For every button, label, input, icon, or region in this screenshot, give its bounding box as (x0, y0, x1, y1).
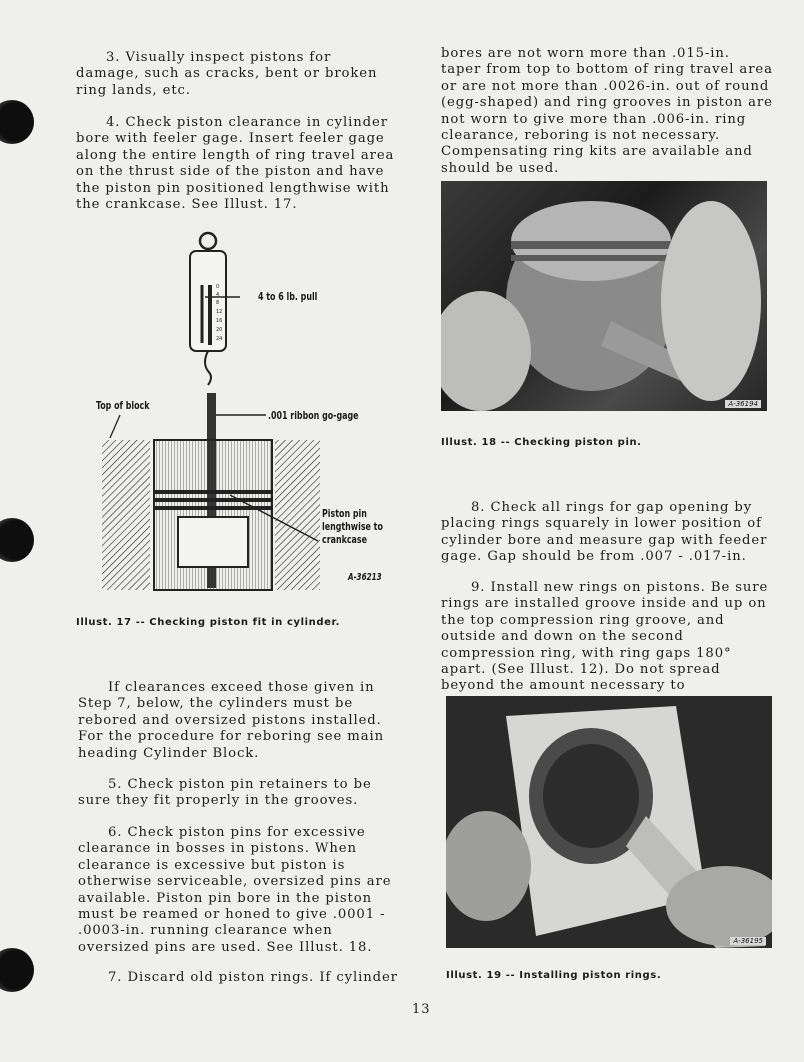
step-7-text: 7. Discard old piston rings. If cylinder (108, 970, 398, 985)
piston-pin-photo-art (441, 181, 767, 411)
step-6-text: 6. Check piston pins for excessive clearance in bosses in pistons. When clearance is excessive but piston is otherwise serviceable, oversized pins are available. Piston pin bore in the piston must be reamed or honed to give .0001 - .0003-in. running clearance when oversized pins are used. See Illust. 18. (78, 825, 392, 955)
svg-text:24: 24 (216, 336, 223, 342)
step-5-text: 5. Check piston pin retainers to be sure they fit properly in the grooves. (78, 777, 372, 809)
illust-18-ref: A-36194 (725, 400, 761, 408)
block-wall-left (102, 440, 150, 590)
illust-19-caption: Illust. 19 -- Installing piston rings. (446, 970, 662, 981)
page-number: 13 (412, 1002, 431, 1017)
step-9-text: 9. Install new rings on pistons. Be sure rings are installed groove inside and up on the top compression ring groove, and outside and down on the second compression ring, with ring gaps 180° apart. (See Illust. 12). Do not spread beyond the amount necessary to (441, 580, 769, 694)
ring-installer-photo-art (446, 696, 772, 948)
svg-text:12: 12 (216, 309, 223, 315)
scale-ring (200, 233, 216, 249)
illust-17-ref: A-36213 (348, 572, 382, 583)
binder-hole-top (0, 100, 34, 144)
svg-text:4: 4 (216, 292, 220, 298)
svg-text:20: 20 (216, 327, 223, 333)
svg-text:16: 16 (216, 318, 223, 324)
svg-text:8: 8 (216, 300, 220, 306)
illust-17-caption: Illust. 17 -- Checking piston fit in cylinder. (76, 617, 341, 628)
illust-19-ref: A-36195 (730, 937, 766, 945)
step-7-continued-text: bores are not worn more than .015-in. taper from top to bottom of ring travel area or are not more than .0026-in. out of round (egg-shaped) and ring grooves in piston are not worn to give more than .006-in. ring clearance, reboring is not necessary. Compensating ring kits are available and should be used. (441, 46, 773, 176)
illust-18-caption: Illust. 18 -- Checking piston pin. (441, 437, 642, 448)
svg-text:0: 0 (216, 284, 220, 290)
top-of-block-label: Top of block (96, 399, 150, 412)
step-3-text: 3. Visually inspect pistons for damage, such as cracks, bent or broken ring lands, etc. (76, 50, 378, 98)
clearance-exceed-text: If clearances exceed those given in Step 7, below, the cylinders must be rebored and oversized pistons installed. For the procedure for reboring see main heading Cylinder Block. (78, 680, 384, 761)
binder-hole-middle (0, 518, 34, 562)
block-wall-right (275, 440, 320, 590)
step-8-text: 8. Check all rings for gap opening by placing rings squarely in lower position of cylinder bore and measure gap with feeder gage. Gap should be from .007 - .017-in. (441, 500, 768, 565)
illust-18-photo (441, 181, 767, 411)
piston-pin-label: Piston pin lengthwise to crankcase (322, 507, 383, 546)
binder-hole-bottom (0, 948, 34, 992)
step-4-text: 4. Check piston clearance in cylinder bore with feeler gage. Insert feeler gage along the entire length of ring travel area on the thrust side of the piston and have the piston pin positioned lengthwise with the crankcase. See Illust. 17. (76, 115, 395, 213)
illust-19-photo (446, 696, 772, 948)
go-gage-label: .001 ribbon go-gage (268, 409, 359, 422)
pull-label: 4 to 6 lb. pull (258, 290, 318, 303)
